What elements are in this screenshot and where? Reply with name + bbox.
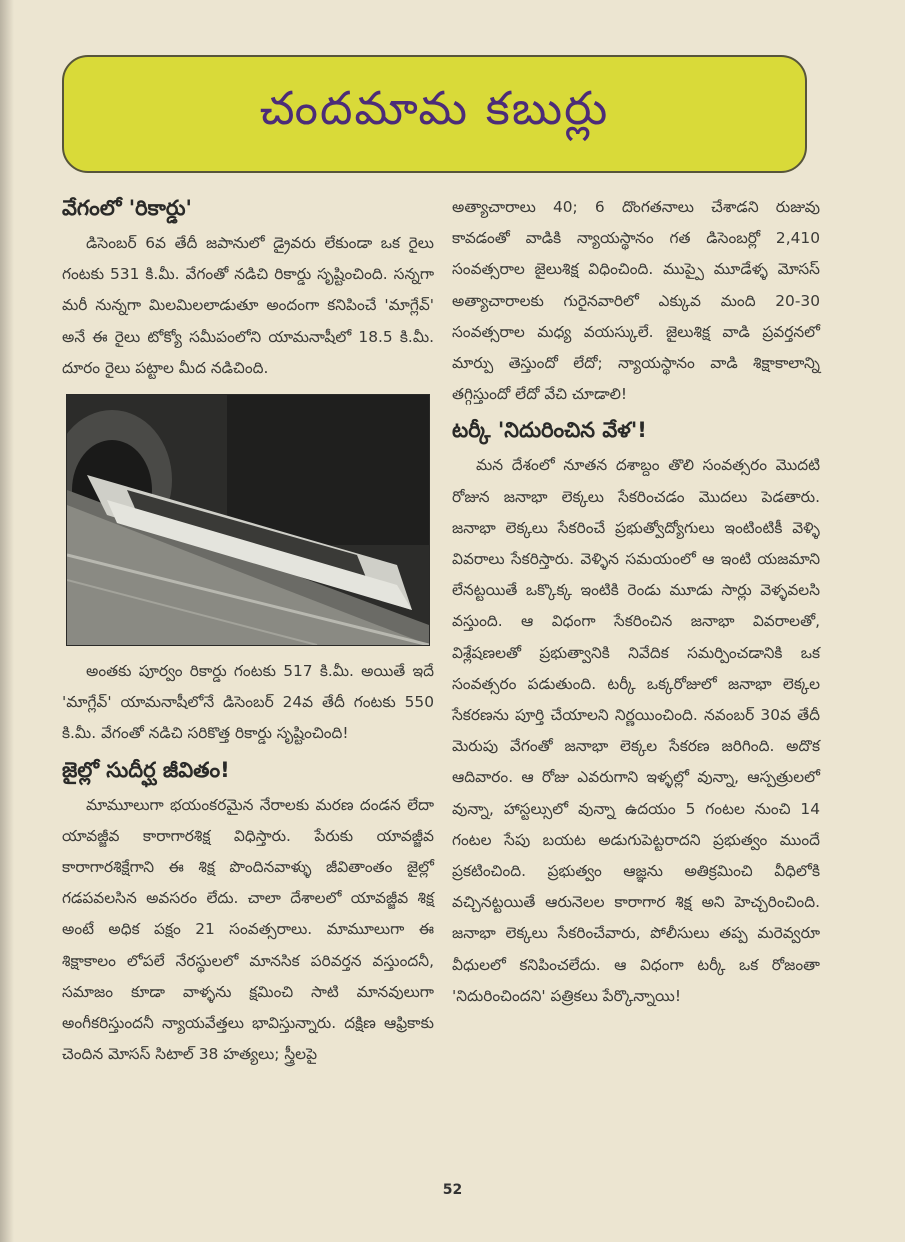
article-heading-long-jail: జైల్లో సుదీర్ఘ జీవితం!	[62, 757, 230, 782]
article-paragraph-continued: అత్యాచారాలు 40; 6 దొంగతనాలు చేశాడని రుజువు కావడంతో వాడికి న్యాయస్థానం గత డిసెంబర్లో 2,410 సంవత్సరాల జైలుశిక్ష విధించింది. ముప్పై మూడేళ్ళ మోసస్ అత్యాచారాలకు గురైనవారిలో ఎక్కువ మంది 20-30 సంవత్సరాల మధ్య వయస్కులే. జైలుశిక్ష వాడి ప్రవర్తనలో మార్పు తెస్తుందో లేదో; న్యాయస్థానం వాడి శిక్షాకాలాన్ని తగ్గిస్తుందో లేదో వేచి చూడాలి!	[452, 198, 820, 404]
page-edge-shadow	[0, 0, 14, 1242]
page-number: 52	[442, 1182, 463, 1198]
article-paragraph: మామూలుగా భయంకరమైన నేరాలకు మరణ దండన లేదా యావజ్జీవ కారాగారశిక్ష విధిస్తారు. పేరుకు యావజ్జీవ కారాగారశిక్షేగాని ఈ శిక్ష పొందినవాళ్ళు జీవితాంతం జైల్లో గడపవలసిన అవసరం లేదు. చాలా దేశాలలో యావజ్జీవ శిక్ష అంటే అధిక పక్షం 21 సంవత్సరాలు. మామూలుగా ఈ శిక్షాకాలం లోపలే నేరస్థులలో మానసిక పరివర్తన వస్తుందనీ, సమాజం కూడా వాళ్ళను క్షమించి సాటి మానవులుగా అంగీకరిస్తుందనీ న్యాయవేత్తలు భావిస్తున్నారు. దక్షిణ ఆఫ్రికాకు చెందిన మోసస్ సిటాల్ 38 హత్యలు; స్త్రీలపై	[62, 795, 434, 1064]
maglev-train-illustration	[67, 395, 429, 645]
article-paragraph: అంతకు పూర్వం రికార్డు గంటకు 517 కి.మీ. అయితే ఇదే 'మాగ్లేవ్' యామనాషీలోనే డిసెంబర్ 24వ తేదీ గంటకు 550 కి.మీ. వేగంతో నడిచి సరికొత్త రికార్డు సృష్టించింది!	[62, 662, 434, 743]
header-banner	[62, 55, 807, 173]
article-paragraph: మన దేశంలో నూతన దశాబ్దం తొలి సంవత్సరం మొదటి రోజున జనాభా లెక్కలు సేకరించడం మొదలు పెడతారు. జనాభా లెక్కలు సేకరించే ప్రభుత్వోద్యోగులు ఇంటింటికీ వెళ్ళి వివరాలు సేకరిస్తారు. వెళ్ళిన సమయంలో ఆ ఇంటి యజమాని లేనట్టయితే ఒక్కొక్క ఇంటికి రెండు మూడు సార్లు వెళ్ళవలసి వస్తుంది. ఆ విధంగా సేకరించిన జనాభా వివరాలతో, విశ్లేషణలతో ప్రభుత్వానికి నివేదిక సమర్పించడానికి ఒక సంవత్సరం పడుతుంది. టర్కీ ఒక్కరోజులో జనాభా లెక్కల సేకరణను పూర్తి చేయాలని నిర్ణయించింది. నవంబర్ 30వ తేదీ మెరుపు వేగంతో జనాభా లెక్కల సేకరణ జరిగింది. అదొక ఆదివారం. ఆ రోజు ఎవరుగాని ఇళ్ళల్లో వున్నా, ఆస్పత్రులలో వున్నా, హాస్టల్సులో వున్నా ఉదయం 5 గంటల నుంచి 14 గంటల సేపు బయట అడుగుపెట్టరాదని ప్రభుత్వం ముందే ప్రకటించింది. ప్రభుత్వం ఆజ్ఞను అతిక్రమించి వీధిలోకి వచ్చినట్టయితే ఆరునెలల కారాగార శిక్ష అని హెచ్చరించింది. జనాభా లెక్కలు సేకరించేవారు, పోలీసులు తప్ప మరెవ్వరూ వీధులలో కనిపించలేదు. ఆ విధంగా టర్కీ ఒక రోజంతా 'నిదురించిందని' పత్రికలు పేర్కొన్నాయి!	[452, 456, 820, 1005]
right-column	[452, 192, 820, 1012]
article-paragraph: డిసెంబర్ 6వ తేదీ జపానులో డ్రైవరు లేకుండా ఒక రైలు గంటకు 531 కి.మీ. వేగంతో నడిచి రికార్డు సృష్టించింది. సన్నగా మరీ నున్నగా మిలమిలలాడుతూ అందంగా కనిపించే 'మాగ్లేవ్' అనే ఈ రైలు టోక్యో సమీపంలోని యామనాషీలో 18.5 కి.మీ. దూరం రైలు పట్టాల మీద నడిచింది.	[62, 234, 434, 377]
left-column	[62, 192, 434, 1070]
banner-title: చందమామ కబుర్లు	[259, 81, 610, 135]
maglev-train-photo	[66, 394, 430, 646]
article-heading-speed-record: వేగంలో 'రికార్డు'	[62, 196, 192, 220]
article-heading-turkey: టర్కీ 'నిదురించిన వేళ'!	[452, 418, 647, 443]
